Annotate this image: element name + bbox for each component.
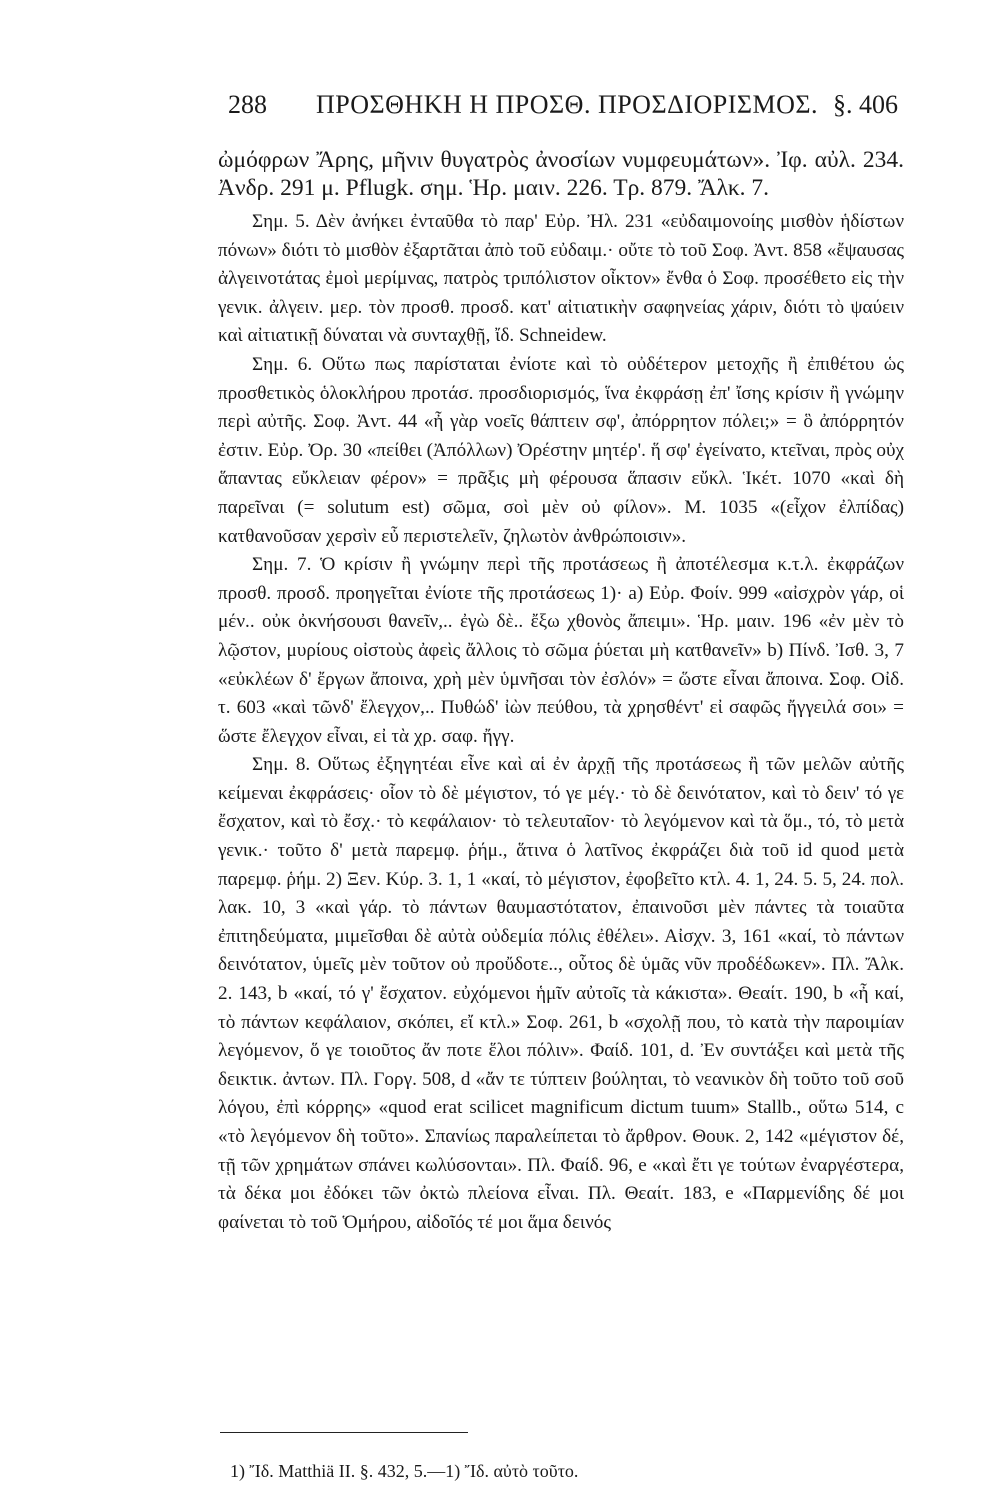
footnote: 1) Ἴδ. Matthiä II. §. 432, 5.—1) Ἴδ. αὐτὸ τοῦτο. (230, 1461, 579, 1481)
continued-paragraph: ὠμόφρων Ἄρης, μῆνιν θυγατρὸς ἀνοσίων νυμφευμάτων». Ἰφ. αὐλ. 234. Ἀνδρ. 291 μ. Pflugk. σημ. Ἡρ. μαιν. 226. Τρ. 879. Ἄλκ. 7. (218, 147, 904, 201)
note-5: Σημ. 5. Δὲν ἀνήκει ἐνταῦθα τὸ παρ' Εὐρ. Ἠλ. 231 «εὐδαιμονοίης μισθὸν ἡδίστων πόνων» διότι τὸ μισθὸν ἐξαρτᾶται ἀπὸ τοῦ εὐδαιμ.· οὔτε τὸ τοῦ Σοφ. Ἀντ. 858 «ἔψαυσας ἀλγεινοτάτας ἐμοὶ μερίμνας, πατρὸς τριπόλιστον οἶκτον» ἔνθα ὁ Σοφ. προσέθετο εἰς τὴν γενικ. ἀλγειν. μερ. τὸν προσθ. προσδ. κατ' αἰτιατικὴν σαφηνείας χάριν, διότι τὸ ψαύειν καὶ αἰτιατικῇ δύναται νὰ συνταχθῇ, ἴδ. Schneidew. (218, 211, 904, 347)
page-number: 288 (228, 90, 267, 119)
note-6: Σημ. 6. Οὕτω πως παρίσταται ἐνίοτε καὶ τὸ οὐδέτερον μετοχῆς ἢ ἐπιθέτου ὡς προσθετικὸς ὁλοκλήρου προτάσ. προσδιορισμός, ἵνα ἐκφράσῃ ἐπ' ἴσης κρίσιν ἢ γνώμην περὶ αὐτῆς. Σοφ. Ἀντ. 44 «ἦ γὰρ νοεῖς θάπτειν σφ', ἀπόρρητον πόλει;» = ὃ ἀπόρρητόν ἐστιν. Εὐρ. Ὀρ. 30 «πείθει (Ἀπόλλων) Ὀρέστην μητέρ'. ἥ σφ' ἐγείνατο, κτεῖναι, πρὸς οὐχ ἅπαντας εὔκλειαν φέρον» = πρᾶξις μὴ φέρουσα ἅπασιν εὔκλ. Ἱκέτ. 1070 «καὶ δὴ παρεῖναι (= solutum est) σῶμα, σοὶ μὲν οὐ φίλον». Μ. 1035 «(εἶχον ἐλπίδας) κατθανοῦσαν χερσὶν εὖ περιστελεῖν, ζηλωτὸν ἀνθρώποισιν». (218, 353, 904, 547)
section-reference: §. 406 (833, 90, 898, 119)
running-title: ΠΡΟΣΘΗΚΗ Η ΠΡΟΣΘ. ΠΡΟΣΔΙΟΡΙΣΜΟΣ. (316, 90, 819, 119)
footnote-divider (220, 1432, 468, 1433)
note-7: Σημ. 7. Ὁ κρίσιν ἢ γνώμην περὶ τῆς προτάσεως ἢ ἀποτέλεσμα κ.τ.λ. ἐκφράζων προσθ. προσδ. προηγεῖται ἐνίοτε τῆς προτάσεως 1)· a) Εὐρ. Φοίν. 999 «αἰσχρὸν γάρ, οἱ μέν.. οὐκ ὀκνήσουσι θανεῖν,.. ἐγὼ δὲ.. ἔξω χθονὸς ἄπειμι». Ἡρ. μαιν. 196 «ἐν μὲν τὸ λῷστον, μυρίους οἰστοὺς ἀφεὶς ἄλλοις τὸ σῶμα ῥύεται μὴ κατθανεῖν» b) Πίνδ. Ἰσθ. 3, 7 «εὐκλέων δ' ἔργων ἄποινα, χρὴ μὲν ὑμνῆσαι τὸν ἐσλόν» = ὥστε εἶναι ἄποινα. Σοφ. Οἰδ. τ. 603 «καὶ τῶνδ' ἔλεγχον,.. Πυθώδ' ἰὼν πεύθου, τὰ χρησθέντ' εἰ σαφῶς ἤγγειλά σοι» = ὥστε ἔλεγχον εἶναι, εἰ τὰ χρ. σαφ. ἤγγ. (218, 554, 904, 747)
main-text (218, 146, 904, 1237)
note-8: Σημ. 8. Οὕτως ἐξηγητέαι εἶνε καὶ αἱ ἐν ἀρχῇ τῆς προτάσεως ἢ τῶν μελῶν αὐτῆς κείμεναι ἐκφράσεις· οἷον τὸ δὲ μέγιστον, τό γε μέγ.· τὸ δὲ δεινότατον, καὶ τὸ δειν' τό γε ἔσχατον, καὶ τὸ ἔσχ.· τὸ κεφάλαιον· τὸ τελευταῖον· τὸ λεγόμενον καὶ τὰ ὅμ., τό, τὸ μετὰ γενικ.· τοῦτο δ' μετὰ παρεμφ. ῥήμ., ἅτινα ὁ λατῖνος ἐκφράζει διὰ τοῦ id quod μετὰ παρεμφ. ῥήμ. 2) Ξεν. Κύρ. 3. 1, 1 «καί, τὸ μέγιστον, ἐφοβεῖτο κτλ. 4. 1, 24. 5. 5, 24. πολ. λακ. 10, 3 «καὶ γάρ. τὸ πάντων θαυμαστότατον, ἐπαινοῦσι μὲν πάντες τὰ τοιαῦτα ἐπιτηδεύματα, μιμεῖσθαι δὲ αὐτὰ οὐδεμία πόλις ἐθέλει». Αἰσχν. 3, 161 «καί, τὸ πάντων δεινότατον, ὑμεῖς μὲν τοῦτον οὐ προὔδοτε.., οὗτος δὲ ὑμᾶς νῦν προδέδωκεν». Πλ. Ἄλκ. 2. 143, b «καί, τό γ' ἔσχατον. εὐχόμενοι ἡμῖν αὐτοῖς τὰ κάκιστα». Θεαίτ. 190, b «ἦ καί, τὸ πάντων κεφάλαιον, σκόπει, εἴ κτλ.» Σοφ. 261, b «σχολῇ που, τὸ κατὰ τὴν παροιμίαν λεγόμενον, ὅ γε τοιοῦτος ἄν ποτε ἕλοι πόλιν». Φαίδ. 101, d. Ἐν συντάξει καὶ μετὰ τῆς δεικτικ. ἀντων. Πλ. Γοργ. 508, d «ἄν τε τύπτειν βούληται, τὸ νεανικὸν δὴ τοῦτο τοῦ σοῦ λόγου, ἐπὶ κόρρης» «quod erat scilicet magnificum dictum tuum» Stallb., οὕτω 514, c «τὸ λεγόμενον δὴ τοῦτο». Σπανίως παραλείπεται τὸ ἄρθρον. Θουκ. 2, 142 «μέγιστον δέ, τῇ τῶν χρημάτων σπάνει κωλύσονται». Πλ. Φαίδ. 96, e «καὶ ἔτι γε τούτων ἐναργέστερα, τὰ δέκα μοι ἐδόκει τῶν ὀκτὼ πλείονα εἶναι. Πλ. Θεαίτ. 183, e «Παρμενίδης δέ μοι φαίνεται τὸ τοῦ Ὁμήρου, αἰδοῖός τέ μοι ἅμα δεινός (218, 754, 904, 1233)
page-header (228, 90, 898, 130)
